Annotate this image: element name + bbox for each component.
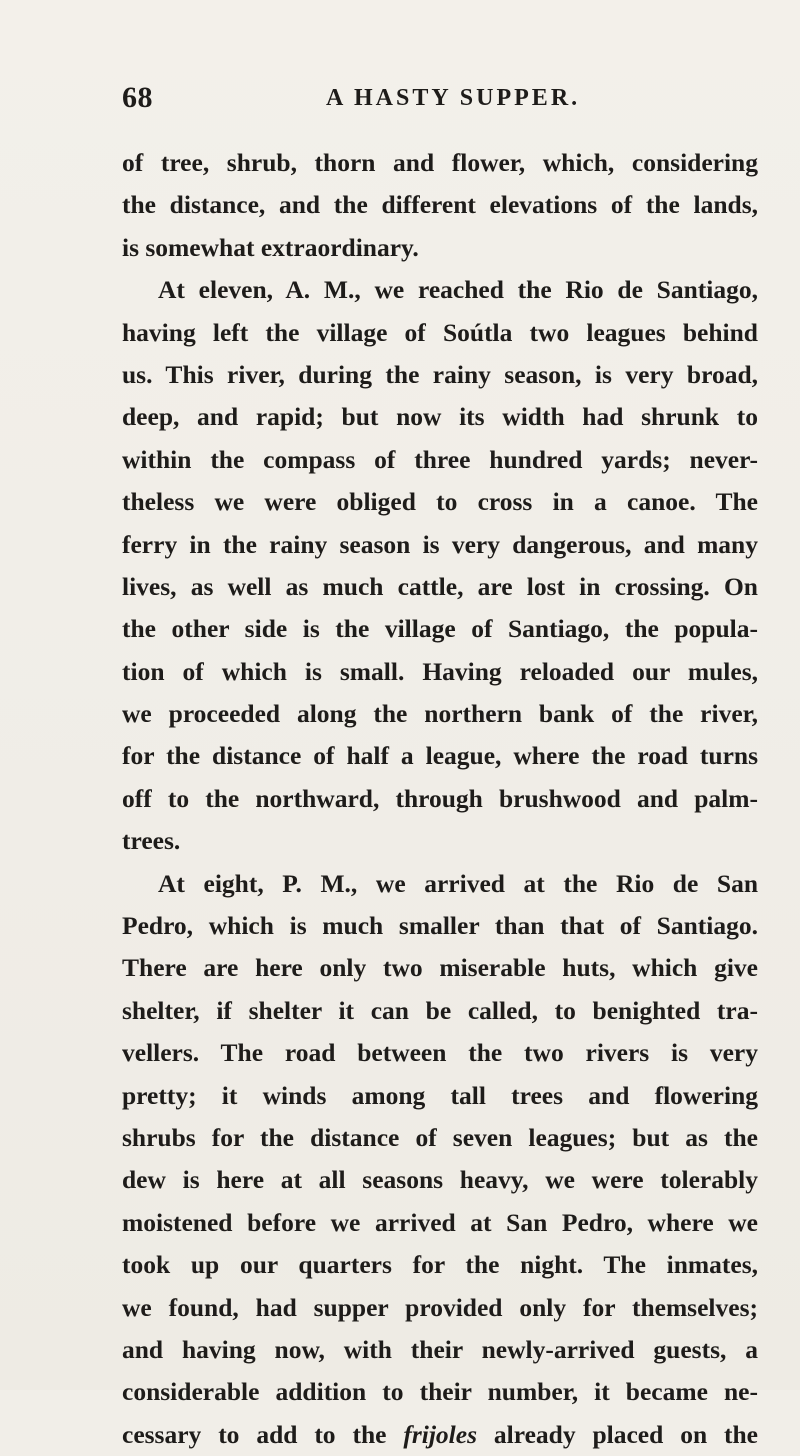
- running-title: A HASTY SUPPER.: [326, 85, 581, 111]
- text-line: theless we were obliged to cross in a canoe. The: [122, 487, 758, 517]
- text-line: deep, and rapid; but now its width had shrunk to: [122, 402, 758, 432]
- text-line: and having now, with their newly-arrived guests, a: [122, 1334, 758, 1364]
- text-line: At eight, P. M., we arrived at the Rio de San: [158, 868, 758, 898]
- running-head: [122, 78, 758, 118]
- text-segment: cessary to add to the: [122, 1419, 404, 1449]
- text-line: of tree, shrub, thorn and flower, which, considering: [122, 148, 758, 177]
- text-line: lives, as well as much cattle, are lost in crossing. On: [122, 571, 758, 601]
- body-text: [122, 142, 758, 1456]
- text-line: us. This river, during the rainy season, is very broad,: [122, 359, 758, 389]
- text-line: is somewhat extraordinary.: [122, 232, 419, 262]
- text-line: took up our quarters for the night. The inmates,: [122, 1250, 758, 1280]
- text-line: There are here only two miserable huts, which give: [122, 953, 758, 983]
- text-line: dew is here at all seasons heavy, we were tolerably: [122, 1165, 758, 1195]
- text-line: tion of which is small. Having reloaded our mules,: [122, 656, 758, 686]
- text-line: trees.: [122, 826, 181, 856]
- text-line: we found, had supper provided only for themselves;: [122, 1292, 758, 1322]
- text-line-final: [122, 1414, 758, 1456]
- text-line: Pedro, which is much smaller than that of Santiago.: [122, 911, 758, 941]
- text-line: the distance, and the different elevations of the lands,: [122, 190, 758, 220]
- page-number: 68: [122, 81, 153, 114]
- text-line: within the compass of three hundred yards; never-: [122, 444, 758, 474]
- text-line: shelter, if shelter it can be called, to benighted tra-: [122, 995, 758, 1025]
- text-line: having left the village of Soútla two leagues behind: [122, 317, 758, 347]
- text-line: pretty; it winds among tall trees and flowering: [122, 1080, 758, 1110]
- text-line: we proceeded along the northern bank of the river,: [122, 699, 758, 729]
- text-line: ferry in the rainy season is very dangerous, and many: [122, 529, 758, 559]
- italic-word: frijoles: [403, 1419, 477, 1449]
- text-segment: already placed on the: [477, 1419, 758, 1449]
- text-line: the other side is the village of Santiago, the popula-: [122, 614, 758, 644]
- text-line: considerable addition to their number, it became ne-: [122, 1377, 758, 1407]
- text-line: shrubs for the distance of seven leagues; but as the: [122, 1122, 758, 1152]
- text-line: off to the northward, through brushwood and palm-: [122, 783, 758, 813]
- text-line: for the distance of half a league, where the road turns: [122, 741, 758, 771]
- text-line: vellers. The road between the two rivers is very: [122, 1038, 758, 1068]
- text-line: At eleven, A. M., we reached the Rio de Santiago,: [158, 275, 758, 305]
- text-line: moistened before we arrived at San Pedro, where we: [122, 1207, 758, 1237]
